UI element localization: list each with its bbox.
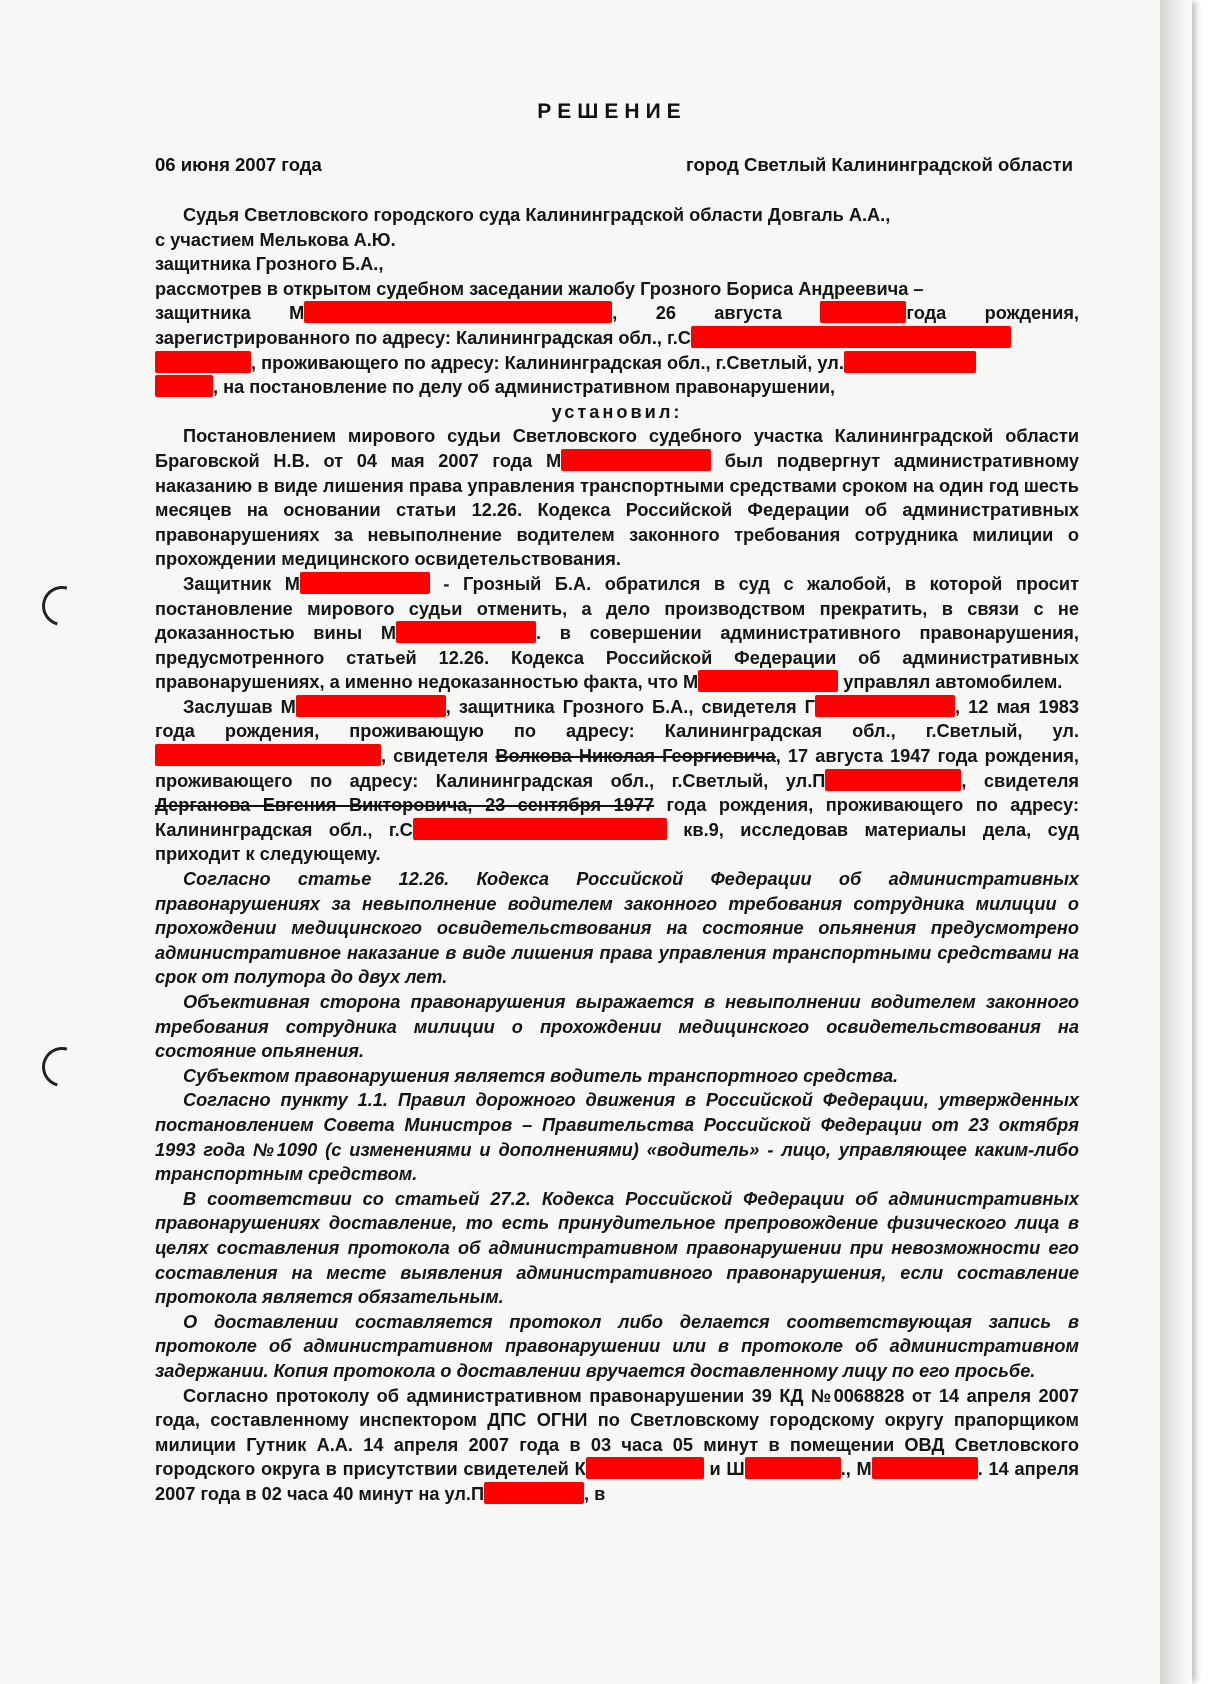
paragraph-6: Субъектом правонарушения является водитель транспортного средства. — [183, 1065, 899, 1086]
document-title: РЕШЕНИЕ — [537, 100, 687, 123]
ustanovil-heading: установил: — [551, 401, 683, 422]
paragraph-10: Согласно протоколу об административном правонарушении 39 КД №0068828 от 14 апреля 2007 года, составленному инспектором ДПС ОГНИ по Светловскому городскому округу прапорщиком милиции Гутник А.А. 14 апреля 2007 года в 03 часа 05 минут в помещении ОВД Светловского городского округа в присутствии свидетелей К и Ш ., М . 14 апреля 2007 года в 02 часа 40 минут на ул.П , в — [155, 1385, 1079, 1504]
paragraph-7: Согласно пункту 1.1. Правил дорожного движения в Российской Федерации, утвержденных постановлением Совета Министров – Правительства Российской Федерации от 23 октября 1993 года №1090 (с изменениями и дополнениями) «водитель» - лицо, управляющее каким-либо транспортным средством. — [155, 1090, 1079, 1185]
redaction — [691, 326, 1011, 348]
document-city: город Светлый Калининградской области — [685, 154, 1073, 175]
page-edge — [1160, 0, 1192, 1684]
intro-defender-of: защитника М , 26 августа года рождения, — [155, 303, 1079, 324]
paragraph-8: В соответствии со статьей 27.2. Кодекса Российской Федерации об административных правонарушениях доставление, то есть принудительное препровождение физического лица в целях составления протокола об административном правонарушении при невозможности его составления на месте выявления административного правонарушения, если составление протокола является обязательным. — [155, 1188, 1079, 1308]
redaction — [413, 818, 667, 840]
punch-hole-icon — [35, 1040, 90, 1095]
date-place-line — [155, 154, 1073, 176]
redaction — [825, 769, 961, 791]
intro-judge: Судья Светловского городского суда Калининградской области Довгаль А.А., — [183, 205, 891, 225]
redaction — [304, 301, 612, 323]
redaction — [155, 351, 251, 373]
redaction — [155, 375, 213, 397]
redaction — [484, 1482, 584, 1504]
intro-apartment: , на постановление по делу об административном правонарушении, — [155, 375, 1079, 400]
paragraph-9: О доставлении составляется протокол либо делается соответствующая запись в протоколе об административном правонарушении или в протоколе об административном задержании. Копия протокола о доставлении вручается доставленному лицу по его просьбе. — [155, 1311, 1079, 1381]
redaction — [300, 572, 430, 594]
redaction — [820, 301, 906, 323]
document-date: 06 июня 2007 года — [155, 154, 322, 175]
document-body — [155, 203, 1079, 1506]
redaction — [815, 695, 955, 717]
intro-participant: с участием Мелькова А.Ю. — [155, 229, 396, 250]
redaction — [745, 1457, 841, 1479]
redaction — [872, 1457, 978, 1479]
redaction — [698, 670, 838, 692]
intro-residing: , проживающего по адресу: Калининградская обл., г.Светлый, ул. — [155, 351, 1079, 376]
redaction — [844, 351, 976, 373]
redaction — [296, 695, 446, 717]
paragraph-2: Защитник М - Грозный Б.А. обратился в суд с жалобой, в которой просит постановление мирового судьи отменить, а дело производством прекратить, в связи с не доказанностью вины М . в совершении административного правонарушения, предусмотренного статьей 12.26. Кодекса Российской Федерации об административных правонарушениях, а именно недоказанностью факта, что М управлял автомобилем. — [155, 573, 1079, 693]
paragraph-4: Согласно статье 12.26. Кодекса Российской Федерации об административных правонарушениях за невыполнение водителем законного требования сотрудника милиции о прохождении медицинского освидетельствования на состояние опьянения предусмотрено административное наказание в виде лишения права управления транспортными средствами на срок от полутора до двух лет. — [155, 869, 1079, 988]
intro-registered: зарегистрированного по адресу: Калининградская обл., г.С — [155, 326, 1079, 351]
redaction — [396, 621, 536, 643]
paragraph-5: Объективная сторона правонарушения выражается в невыполнении водителем законного требования сотрудника милиции о прохождении медицинского освидетельствования на состояние опьянения. — [155, 992, 1079, 1062]
paragraph-1: Постановлением мирового судьи Светловского судебного участка Калининградской области Браговской Н.В. от 04 мая 2007 года М был подвергнут административному наказанию в виде лишения права управления транспортными средствами сроком на один год шесть месяцев на основании статьи 12.26. Кодекса Российской Федерации об административных правонарушениях за невыполнение водителем законного требования сотрудника милиции о прохождении медицинского освидетельствования. — [155, 426, 1079, 570]
redaction — [561, 449, 711, 471]
paragraph-3: Заслушав М , защитника Грозного Б.А., свидетеля Г , 12 мая 1983 года рождения, проживающую по адресу: Калининградская обл., г.Светлый, ул., свидетеля Волкова Николая Георгиевича, 17 августа 1947 года рождения, проживающего по адресу: Калининградская обл., г.Светлый, ул.П , свидетеля Дерганова Евгения Викторовича, 23 сентября 1977 года рождения, проживающего по адресу: Калининградская обл., г.С кв.9, исследовав материалы дела, суд приходит к следующему. — [155, 696, 1079, 865]
redaction — [586, 1457, 704, 1479]
intro-defender: защитника Грозного Б.А., — [155, 254, 384, 275]
redaction — [155, 744, 381, 766]
punch-hole-icon — [35, 579, 90, 634]
intro-considered: рассмотрев в открытом судебном заседании жалобу Грозного Бориса Андреевича – — [155, 278, 924, 299]
